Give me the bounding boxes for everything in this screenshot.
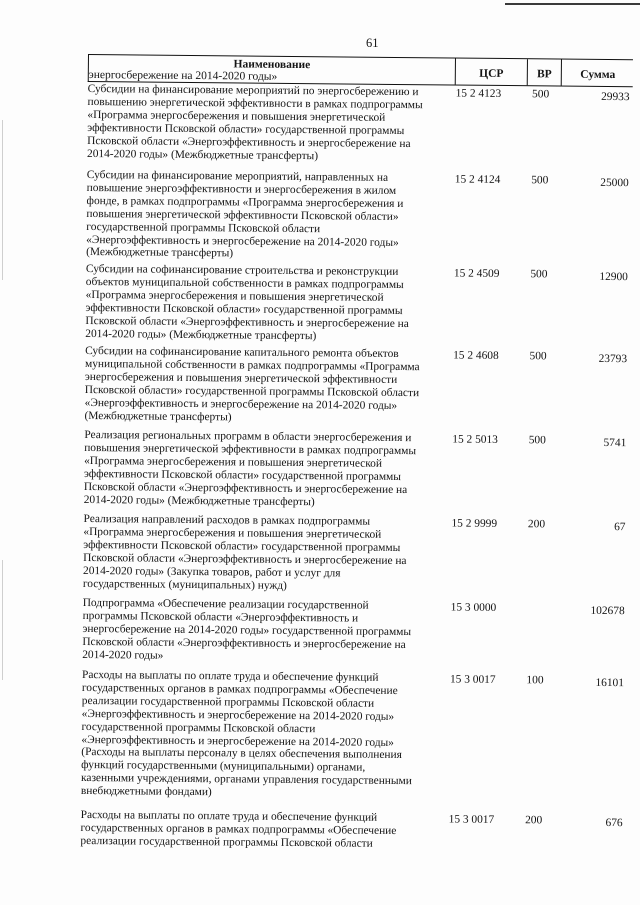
row-vr: 100 xyxy=(526,674,544,687)
row-sum: 5741 xyxy=(603,436,627,450)
row-name: Субсидии на финансирование мероприятий, направленных на повышение энергоэффективности и энергосбережения в жилом фонде, в рамках подпрограммы «Программа энергосбережения и повышения энергетической эффективности Псковской области» государственной программы Псковской области «Энергоэффективность и энергосбережение на 2014-2020 годы» (Межбюджетные трансферты) xyxy=(86,168,404,260)
row-name: Субсидии на софинансирование строительства и реконструкции объектов муниципальной собственности в рамках подпрограммы «Программа энергосбережения и повышения энергетической эффективности Псковской области» государственной программы Псковской области «Энергоэффективность и энергосбережение на 2014-2020 годы» (Межбюджетные трансферты) xyxy=(85,262,409,342)
row-vr: 500 xyxy=(532,88,550,101)
header-name: Наименование xyxy=(233,58,311,72)
row-name: Субсидии на софинансирование капитального ремонта объектов муниципальной собственности в рамках подпрограммы «Программа энергосбережения и повышения энергетической эффективности Псковской области» государственной программы Псковской области «Энергоэффективность и энергосбережение на 2014-2020 годы» (Межбюджетные трансферты) xyxy=(84,344,420,423)
row-csr: 15 3 0000 xyxy=(450,601,497,614)
row-csr: 15 2 4608 xyxy=(453,349,499,362)
table-row xyxy=(84,429,630,518)
continuation-text: энергосбережение на 2014-2020 годы» xyxy=(88,69,278,83)
header-sum: Сумма xyxy=(561,60,634,87)
row-csr: 15 2 5013 xyxy=(452,433,498,446)
table-body xyxy=(80,83,632,858)
row-sum: 25000 xyxy=(600,176,629,190)
row-sum: 29933 xyxy=(601,90,630,104)
scan-margin-mark xyxy=(2,120,3,280)
scan-edge-mark xyxy=(505,3,640,5)
row-name: Реализация региональных программ в области энергосбережения и повышения энергетической эффективности в рамках подпрограммы «Программа энергосбережения и повышения энергетической эффективности Псковской области» государственной программы Псковской области «Энергоэффективность и энергосбережение на 2014-2020 годы» (Межбюджетные трансферты) xyxy=(83,428,417,508)
row-sum: 676 xyxy=(605,817,623,830)
row-csr: 15 2 9999 xyxy=(451,517,498,530)
row-csr: 15 2 4509 xyxy=(453,267,500,280)
table-row xyxy=(87,83,633,174)
table-row xyxy=(81,669,627,814)
row-name: Расходы на выплаты по оплате труда и обеспечение функций государственных органов в рамках подпрограммы «Обеспечение реализации государственной программы Псковской области xyxy=(80,808,397,850)
row-csr: 15 3 0017 xyxy=(448,813,495,826)
budget-table xyxy=(80,54,633,858)
row-csr: 15 3 0017 xyxy=(449,673,496,686)
row-vr: 200 xyxy=(527,518,546,531)
table-header xyxy=(88,54,633,87)
row-vr: 500 xyxy=(529,350,547,363)
row-sum: 23793 xyxy=(598,352,628,366)
row-name: Подпрограмма «Обеспечение реализации государственной программы Псковской области «Энергоэффективность и энергосбережение на 2014-2020 годы» государственной программы Псковской области «Энергоэффективность и энергосбережение на 2014-2020 годы» xyxy=(82,596,412,662)
row-csr: 15 2 4124 xyxy=(454,173,501,186)
row-sum: 67 xyxy=(614,521,626,534)
row-name: Субсидии на финансирование мероприятий по энергосбережению и повышению энергетической эффективности в рамках подпрограммы «Программа энергосбережения и повышения энергетической эффективности Псковской области» государственной программы Псковской области «Энергоэффективность и энергосбережение на 2014-2020 годы» (Межбюджетные трансферты) xyxy=(86,82,423,162)
row-sum: 102678 xyxy=(590,604,625,618)
row-vr: 500 xyxy=(530,268,548,281)
row-vr: 500 xyxy=(528,434,546,447)
row-name: Расходы на выплаты по оплате труда и обеспечение функций государственных органов в рамках подпрограммы «Обеспечение реализации государственной программы Псковской области «Энергоэффективность и энергосбережение на 2014-2020 годы» государственной программы Псковской области «Энергоэффективность и энергосбережение на 2014-2020 годы» (Расходы на выплаты персоналу в целях обеспечения выполнения функций государственными (муниципальными) органами, казенными учреждениями, органами управления государственными внебюджетными фондами) xyxy=(80,668,412,799)
row-sum: 16101 xyxy=(595,676,625,690)
table-row xyxy=(84,345,630,434)
row-vr: 200 xyxy=(525,814,543,827)
row-name: Реализация направлений расходов в рамках подпрограммы «Программа энергосбережения и повышения энергетической эффективности Псковской области» государственной программы Псковской области «Энергоэффективность и энергосбережение на 2014-2020 годы» (Закупка товаров, работ и услуг для государственных (муниципальных) нужд) xyxy=(82,512,407,592)
row-csr: 15 2 4123 xyxy=(455,87,502,100)
table-row xyxy=(85,263,631,350)
table-row xyxy=(82,597,628,674)
table-row xyxy=(80,809,625,858)
header-csr: ЦСР xyxy=(455,59,527,86)
scan-margin-mark xyxy=(2,560,3,680)
table-row xyxy=(86,169,632,268)
page-number: 61 xyxy=(366,36,379,50)
row-vr: 500 xyxy=(531,174,549,187)
row-sum: 12900 xyxy=(599,270,628,284)
table-row xyxy=(83,513,629,602)
header-vr: ВР xyxy=(527,59,561,85)
